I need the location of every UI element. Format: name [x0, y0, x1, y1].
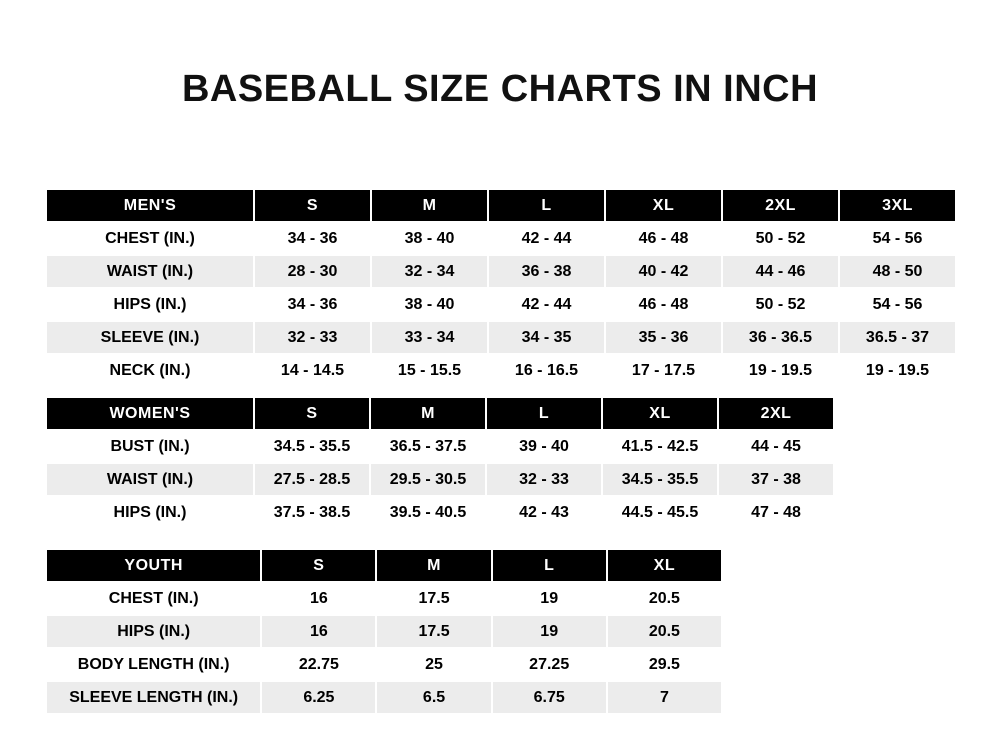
table-cell: 44 - 46: [722, 255, 839, 288]
column-header: M: [376, 549, 491, 582]
table-cell: 33 - 34: [371, 321, 488, 354]
table-cell: 32 - 34: [371, 255, 488, 288]
youth-table-header: [46, 549, 722, 582]
table-cell: 42 - 44: [488, 222, 605, 255]
table-cell: 20.5: [607, 582, 722, 615]
table-row: [46, 582, 722, 615]
table-cell: 6.25: [261, 681, 376, 714]
youth-size-table: [45, 548, 723, 715]
table-cell: 36 - 38: [488, 255, 605, 288]
table-cell: 17.5: [376, 582, 491, 615]
table-cell: 34.5 - 35.5: [602, 463, 718, 496]
table-row: [46, 255, 956, 288]
table-cell: 19 - 19.5: [839, 354, 956, 387]
table-cell: 32 - 33: [254, 321, 371, 354]
table-row: [46, 615, 722, 648]
table-cell: 40 - 42: [605, 255, 722, 288]
column-header: M: [370, 397, 486, 430]
row-label: SLEEVE LENGTH (IN.): [46, 681, 261, 714]
row-label: CHEST (IN.): [46, 222, 254, 255]
table-row: [46, 288, 956, 321]
row-label: SLEEVE (IN.): [46, 321, 254, 354]
table-cell: 28 - 30: [254, 255, 371, 288]
table-cell: 38 - 40: [371, 288, 488, 321]
row-label: HIPS (IN.): [46, 288, 254, 321]
table-cell: 48 - 50: [839, 255, 956, 288]
table-cell: 29.5 - 30.5: [370, 463, 486, 496]
table-cell: 20.5: [607, 615, 722, 648]
mens-table-body: [46, 222, 956, 387]
column-header: S: [261, 549, 376, 582]
table-cell: 34 - 36: [254, 222, 371, 255]
table-header-row: [46, 549, 722, 582]
table-cell: 29.5: [607, 648, 722, 681]
column-header: XL: [607, 549, 722, 582]
column-header: MEN'S: [46, 189, 254, 222]
table-cell: 42 - 43: [486, 496, 602, 529]
womens-size-table: [45, 396, 835, 530]
column-header: WOMEN'S: [46, 397, 254, 430]
column-header: L: [492, 549, 607, 582]
table-cell: 50 - 52: [722, 222, 839, 255]
table-cell: 22.75: [261, 648, 376, 681]
mens-table-header: [46, 189, 956, 222]
mens-size-table: [45, 188, 957, 388]
table-row: [46, 430, 834, 463]
table-cell: 44.5 - 45.5: [602, 496, 718, 529]
table-row: [46, 681, 722, 714]
table-cell: 36.5 - 37.5: [370, 430, 486, 463]
table-cell: 19 - 19.5: [722, 354, 839, 387]
table-cell: 36.5 - 37: [839, 321, 956, 354]
table-cell: 54 - 56: [839, 288, 956, 321]
table-cell: 34 - 36: [254, 288, 371, 321]
table-cell: 35 - 36: [605, 321, 722, 354]
column-header: M: [371, 189, 488, 222]
column-header: XL: [605, 189, 722, 222]
row-label: WAIST (IN.): [46, 255, 254, 288]
table-header-row: [46, 397, 834, 430]
table-cell: 19: [492, 615, 607, 648]
row-label: CHEST (IN.): [46, 582, 261, 615]
table-row: [46, 648, 722, 681]
table-cell: 46 - 48: [605, 222, 722, 255]
table-cell: 46 - 48: [605, 288, 722, 321]
table-row: [46, 222, 956, 255]
row-label: HIPS (IN.): [46, 615, 261, 648]
table-cell: 41.5 - 42.5: [602, 430, 718, 463]
table-cell: 25: [376, 648, 491, 681]
column-header: S: [254, 189, 371, 222]
table-cell: 54 - 56: [839, 222, 956, 255]
table-cell: 36 - 36.5: [722, 321, 839, 354]
table-cell: 16: [261, 582, 376, 615]
table-cell: 39 - 40: [486, 430, 602, 463]
table-row: [46, 463, 834, 496]
row-label: BODY LENGTH (IN.): [46, 648, 261, 681]
table-cell: 15 - 15.5: [371, 354, 488, 387]
table-cell: 16 - 16.5: [488, 354, 605, 387]
table-header-row: [46, 189, 956, 222]
table-cell: 14 - 14.5: [254, 354, 371, 387]
table-row: [46, 496, 834, 529]
table-cell: 39.5 - 40.5: [370, 496, 486, 529]
table-cell: 32 - 33: [486, 463, 602, 496]
table-cell: 44 - 45: [718, 430, 834, 463]
table-cell: 47 - 48: [718, 496, 834, 529]
table-cell: 27.5 - 28.5: [254, 463, 370, 496]
womens-table-body: [46, 430, 834, 529]
table-cell: 16: [261, 615, 376, 648]
column-header: YOUTH: [46, 549, 261, 582]
page-title: BASEBALL SIZE CHARTS IN INCH: [181, 68, 819, 110]
table-cell: 50 - 52: [722, 288, 839, 321]
column-header: 2XL: [722, 189, 839, 222]
table-cell: 17 - 17.5: [605, 354, 722, 387]
youth-table-body: [46, 582, 722, 714]
table-row: [46, 354, 956, 387]
table-cell: 37 - 38: [718, 463, 834, 496]
table-cell: 34.5 - 35.5: [254, 430, 370, 463]
table-cell: 34 - 35: [488, 321, 605, 354]
column-header: L: [486, 397, 602, 430]
table-cell: 7: [607, 681, 722, 714]
table-cell: 37.5 - 38.5: [254, 496, 370, 529]
column-header: 2XL: [718, 397, 834, 430]
column-header: S: [254, 397, 370, 430]
row-label: HIPS (IN.): [46, 496, 254, 529]
table-cell: 19: [492, 582, 607, 615]
table-cell: 27.25: [492, 648, 607, 681]
table-row: [46, 321, 956, 354]
womens-table-header: [46, 397, 834, 430]
row-label: BUST (IN.): [46, 430, 254, 463]
row-label: WAIST (IN.): [46, 463, 254, 496]
table-cell: 42 - 44: [488, 288, 605, 321]
table-cell: 17.5: [376, 615, 491, 648]
column-header: XL: [602, 397, 718, 430]
table-cell: 38 - 40: [371, 222, 488, 255]
table-cell: 6.75: [492, 681, 607, 714]
row-label: NECK (IN.): [46, 354, 254, 387]
column-header: L: [488, 189, 605, 222]
column-header: 3XL: [839, 189, 956, 222]
table-cell: 6.5: [376, 681, 491, 714]
